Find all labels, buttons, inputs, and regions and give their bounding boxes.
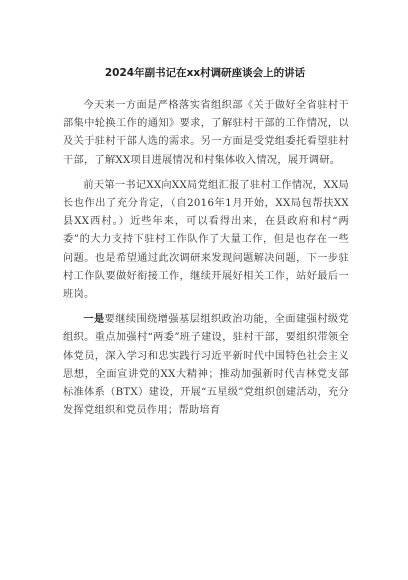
paragraph-text: 今天来一方面是严格落实省组织部《关于做好全省驻村干部集中轮换工作的通知》要求，了解驻村干部的工作情况，以及关于驻村干部人选的需求。另一方面是受党组委托看望驻村干部，了解XX项目进展情况和村集体收入情况，展开调研。 (63, 100, 349, 166)
paragraph-text: 要继续围绕增强基层组织政治功能，全面建强村级党组织。重点加强村“两委”班子建设，驻村干部，要组织带领全体党员，深入学习和忠实践行习近平新时代中国特色社会主义思想，全面宣讲党的XX大精神；推动加强新时代吉林党支部标准体系（BTX）建设，开展“五星级”党组织创建活动，充分发挥党组织和党员作用；帮助培育 (63, 314, 349, 417)
paragraph-2 (63, 176, 349, 304)
paragraph-lead: 一是 (83, 313, 105, 326)
document-body (63, 96, 349, 426)
paragraph-text: 前天第一书记XX向XX局党组汇报了驻村工作情况，XX局长也作出了充分肯定，（自2016年1月开始，XX局包帮扶XX县XX西村。）近些年来，可以看得出来，在县政府和村“两委”的大力支持下驻村工作队作了大量工作，但是也存在一些问题。也是希望通过此次调研来发现问题解决问题，下一步驻村工作队要做好衔接工作，继续开展好相关工作，站好最后一班岗。 (63, 179, 349, 301)
document-title: 2024年副书记在xx村调研座谈会上的讲话 (104, 67, 306, 79)
paragraph-3 (63, 310, 349, 420)
paragraph-1 (63, 96, 349, 170)
